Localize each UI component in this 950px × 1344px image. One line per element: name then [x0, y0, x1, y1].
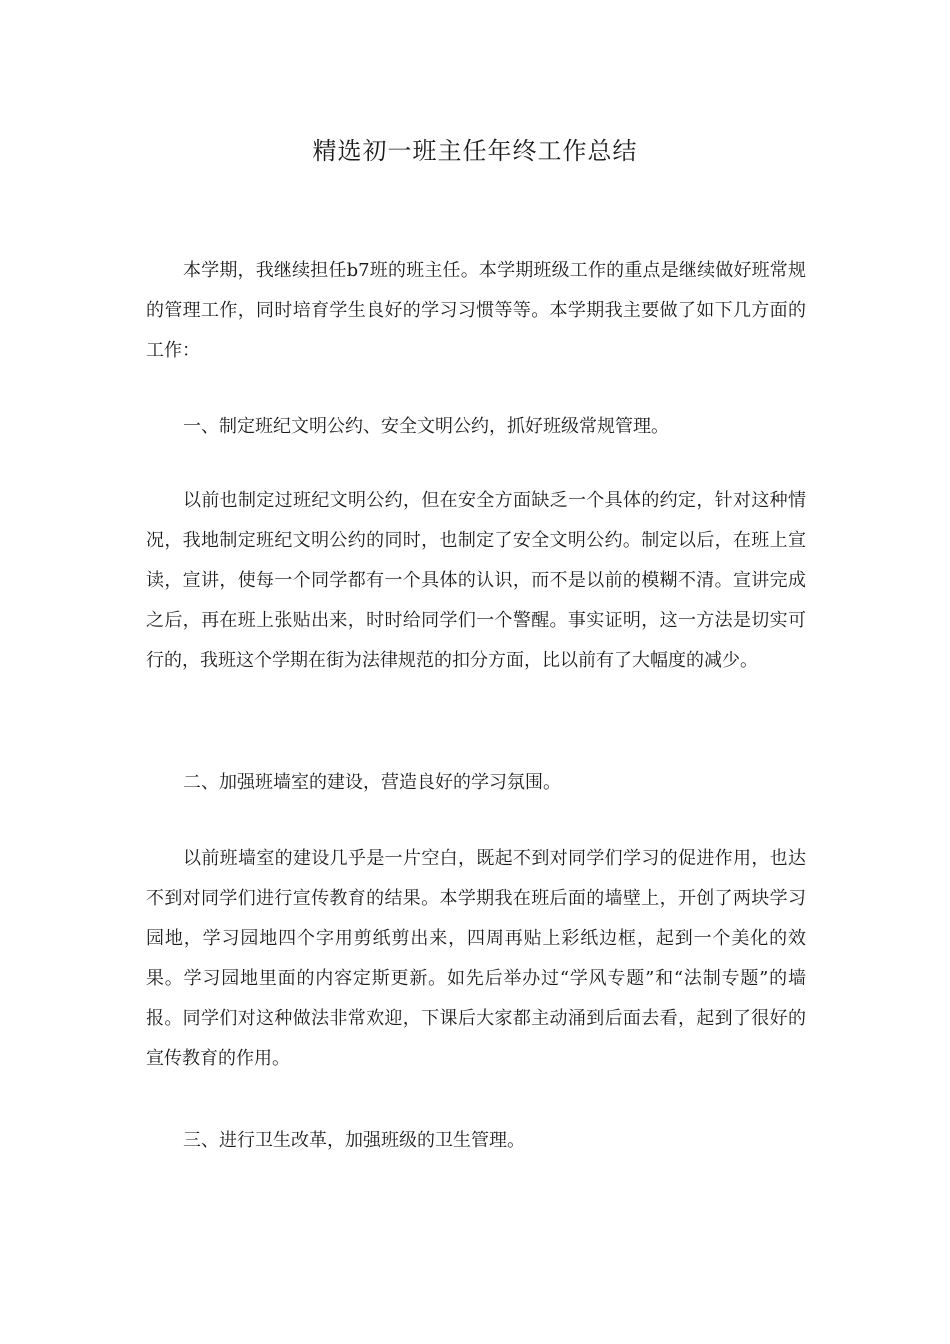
intro-paragraph: 本学期，我继续担任b7班的班主任。本学期班级工作的重点是继续做好班常规的管理工作，同时培育学生良好的学习习惯等等。本学期我主要做了如下几方面的工作： [146, 260, 806, 361]
section-heading-2: 二、加强班墙室的建设，营造良好的学习氛围。 [183, 772, 561, 793]
section-1-paragraph: 以前也制定过班纪文明公约，但在安全方面缺乏一个具体的约定，针对这种情况，我地制定班纪文明公约的同时，也制定了安全文明公约。制定以后，在班上宣读，宣讲，使每一个同学都有一个具体的认识，而不是以前的模糊不清。宣讲完成之后，再在班上张贴出来，时时给同学们一个警醒。事实证明，这一方法是切实可行的，我班这个学期在街为法律规范的扣分方面，比以前有了大幅度的减少。 [146, 490, 806, 671]
section-heading-3: 三、进行卫生改革，加强班级的卫生管理。 [183, 1130, 525, 1151]
document-title: 精选初一班主任年终工作总结 [312, 137, 638, 165]
section-heading-1: 一、制定班纪文明公约、安全文明公约，抓好班级常规管理。 [183, 416, 669, 437]
section-2-paragraph: 以前班墙室的建设几乎是一片空白，既起不到对同学们学习的促进作用，也达不到对同学们进行宣传教育的结果。本学期我在班后面的墙壁上，开创了两块学习园地，学习园地四个字用剪纸剪出来，四周再贴上彩纸边框，起到一个美化的效果。学习园地里面的内容定斯更新。如先后举办过“学风专题”和“法制专题”的墙报。同学们对这种做法非常欢迎，下课后大家都主动涌到后面去看，起到了很好的宣传教育的作用。 [146, 848, 806, 1069]
